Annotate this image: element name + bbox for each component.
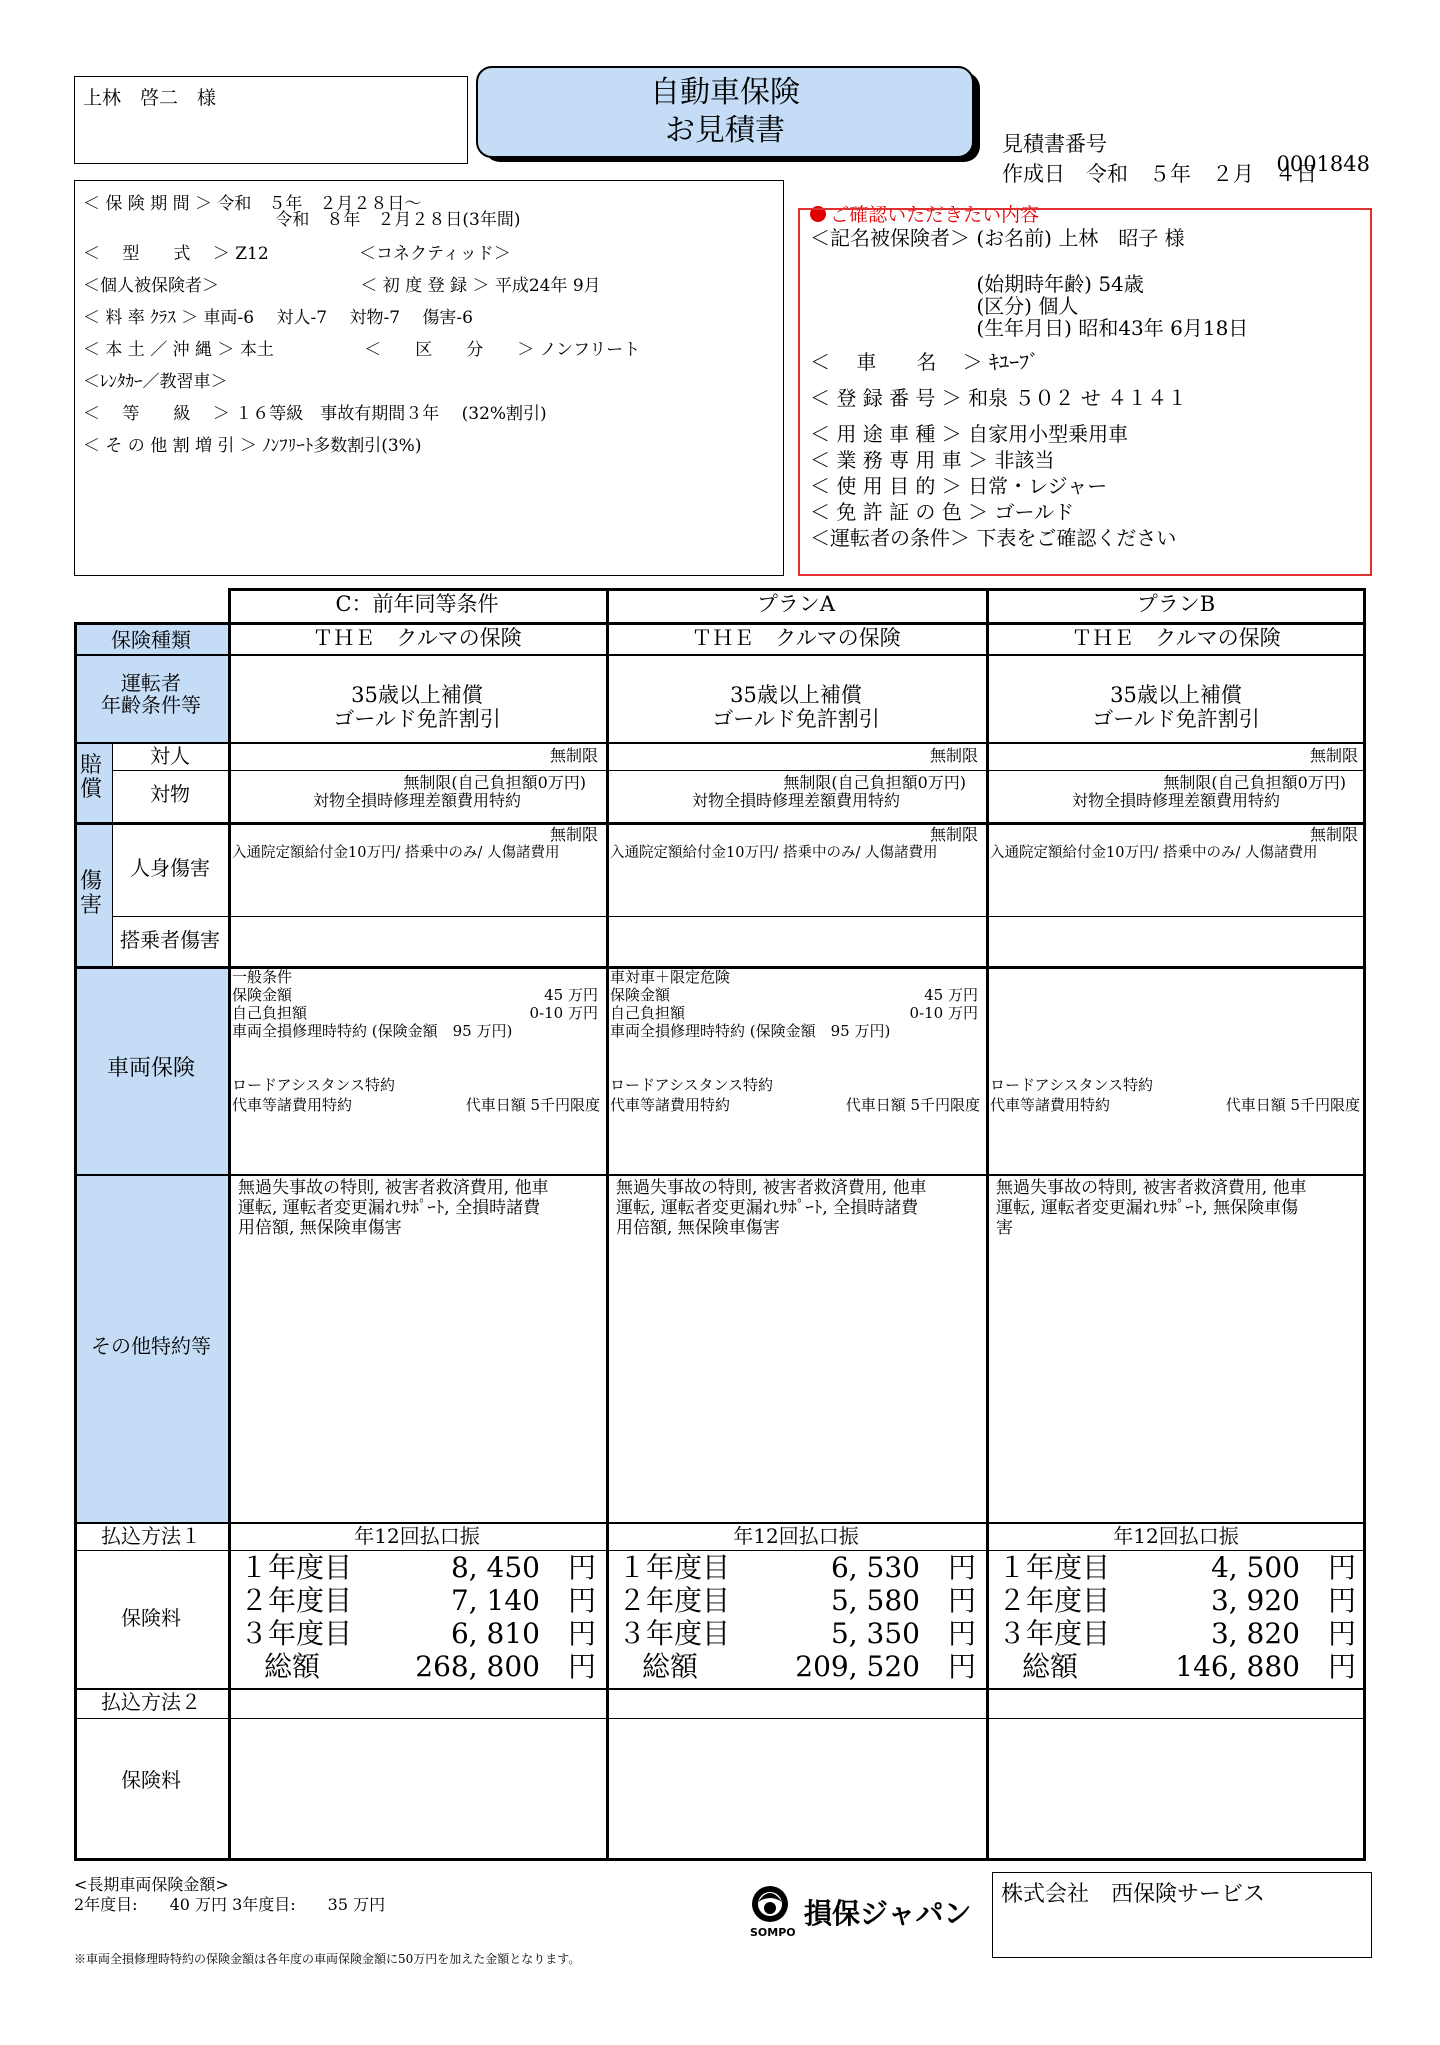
grid-line [74, 1688, 1366, 1690]
vehicle-amount: 45 万円 [544, 986, 598, 1004]
vehicle-amount-label: 保険金額 [610, 986, 671, 1004]
grid-line [74, 622, 1366, 625]
other-rider-line: 無過失事故の特則, 被害者救済費用, 他車 [238, 1178, 549, 1198]
other-rider-line: 無過失事故の特則, 被害者救済費用, 他車 [996, 1178, 1307, 1198]
confirm-details [798, 208, 1372, 576]
premium-amount: 6, 530 円 [830, 1551, 976, 1584]
payment-method: 年12回払口振 [354, 1524, 480, 1548]
payment-method: 年12回払口振 [1113, 1524, 1239, 1548]
created-date: 作成日 令和 ５年 ２月 ４日 [1002, 162, 1317, 186]
row-label-property: 対物 [150, 782, 190, 806]
confirm-line: ＜ 用 途 車 種 ＞ 自家用小型乗用車 [810, 422, 1129, 446]
property-rider: 対物全損時修理差額費用特約 [312, 791, 521, 810]
sompo-logo [748, 1880, 978, 1942]
insurance-type: ＴＨＥ クルマの保険 [1071, 626, 1281, 650]
policy-line: ＜ 保 険 期 間 ＞ 令和 ５年 ２月２８日～ [83, 194, 422, 214]
personal-value: 無制限 [549, 825, 598, 844]
vehicle-total-loss-rider: 車両全損修理時特約 (保険金額 95 万円) [232, 1022, 513, 1040]
personal-value: 無制限 [929, 825, 978, 844]
confirm-line: (生年月日) 昭和43年 6月18日 [810, 316, 1249, 340]
premium-year-label: ２年度目 [998, 1584, 1111, 1617]
other-rider-line: 用倍額, 無保険車傷害 [238, 1218, 402, 1238]
road-assistance-rider: ロードアシスタンス特約 [232, 1076, 396, 1094]
driver-condition: 35歳以上補償 [730, 683, 862, 707]
bodily-value: 無制限 [549, 746, 598, 765]
premium-amount: 6, 810 円 [450, 1617, 596, 1650]
title-line-2: お見積書 [665, 113, 785, 148]
personal-value: 無制限 [1309, 825, 1358, 844]
insurance-type: ＴＨＥ クルマの保険 [691, 626, 901, 650]
premium-amount: 3, 920 円 [1210, 1584, 1356, 1617]
premium-year-label: ３年度目 [240, 1617, 353, 1650]
confirm-line: (区分) 個人 [810, 294, 1079, 318]
grid-line [112, 916, 1366, 917]
bodily-value: 無制限 [1309, 746, 1358, 765]
confirm-line: ＜ 免 許 証 の 色 ＞ ゴールド [810, 500, 1075, 524]
policy-details [74, 180, 784, 576]
bodily-value: 無制限 [929, 746, 978, 765]
policy-line: ＜ 等 級 ＞ １６等級 事故有期間３年 (32%割引) [83, 404, 547, 424]
vehicle-deductible: 0-10 万円 [529, 1004, 598, 1022]
document-title [476, 66, 974, 158]
property-value: 無制限(自己負担額0万円) [1163, 773, 1346, 792]
property-rider: 対物全損時修理差額費用特約 [691, 791, 900, 810]
company-name: 株式会社 西保険サービス [1001, 1882, 1266, 1907]
long-term-amounts: 2年度目: 40 万円 3年度目: 35 万円 [74, 1895, 386, 1914]
quote-number: 0001848 [1276, 152, 1370, 176]
premium-amount: 4, 500 円 [1210, 1551, 1356, 1584]
premium-amount: 146, 880 円 [1175, 1650, 1356, 1683]
other-rider-line: 運転, 運転者変更漏れｻﾎﾟｰﾄ, 無保険車傷 [996, 1198, 1299, 1218]
plan-header: プランB [1136, 592, 1216, 616]
vehicle-amount-label: 保険金額 [232, 986, 293, 1004]
grid-line [74, 822, 1366, 825]
personal-rider: 入通院定額給付金10万円/ 搭乗中のみ/ 人傷諸費用 [610, 845, 938, 861]
plan-header: C：前年同等条件 [335, 592, 499, 616]
property-value: 無制限(自己負担額0万円) [783, 773, 966, 792]
title-line-1: 自動車保険 [650, 75, 800, 110]
logo-text: 損保ジャパン [804, 1897, 972, 1930]
property-value: 無制限(自己負担額0万円) [403, 773, 586, 792]
confirm-line: ＜ 登 録 番 号 ＞ 和泉 ５０２ せ ４１４１ [810, 386, 1188, 410]
policy-line: ＜ﾚﾝﾀｶｰ／教習車＞ [83, 372, 228, 392]
quote-number-label: 見積書番号 [1002, 132, 1107, 156]
premium-amount: 268, 800 円 [415, 1650, 596, 1683]
grid-line [74, 1718, 1366, 1719]
premium-year-label: ３年度目 [998, 1617, 1111, 1650]
policy-line: ＜ 本 土 ／ 沖 縄 ＞ 本土 ＜ 区 分 ＞ ノンフリート [83, 340, 641, 360]
premium-year-label: 総額 [264, 1650, 321, 1683]
road-assistance-rider: ロードアシスタンス特約 [990, 1076, 1154, 1094]
other-rider-line: 運転, 運転者変更漏れｻﾎﾟｰﾄ, 全損時諸費 [238, 1198, 541, 1218]
grid-line [112, 770, 1366, 771]
vehicle-total-loss-rider: 車両全損修理時特約 (保険金額 95 万円) [610, 1022, 891, 1040]
policy-line: ＜ 料 率 ｸﾗｽ ＞ 車両-6 対人-7 対物-7 傷害-6 [83, 308, 473, 328]
confirm-line: (始期時年齢) 54歳 [810, 272, 1144, 296]
insurance-type: ＴＨＥ クルマの保険 [312, 626, 522, 650]
premium-year-label: １年度目 [240, 1551, 353, 1584]
rental-rider-label: 代車等諸費用特約 [990, 1096, 1111, 1114]
premium-amount: 8, 450 円 [450, 1551, 596, 1584]
rental-rider-value: 代車日額 5千円限度 [845, 1096, 980, 1114]
personal-rider: 入通院定額給付金10万円/ 搭乗中のみ/ 人傷諸費用 [990, 845, 1318, 861]
grid-line [74, 654, 1366, 656]
premium-amount: 209, 520 円 [795, 1650, 976, 1683]
row-label-vehicle: 車両保険 [106, 1056, 195, 1081]
vehicle-condition: 車対車＋限定危険 [610, 968, 731, 986]
other-rider-line: 用倍額, 無保険車傷害 [616, 1218, 780, 1238]
rental-rider-label: 代車等諸費用特約 [610, 1096, 731, 1114]
premium-year-label: 総額 [1022, 1650, 1079, 1683]
premium-amount: 5, 580 円 [830, 1584, 976, 1617]
row-label-personal: 人身傷害 [130, 856, 210, 880]
row-label-type: 保険種類 [111, 628, 191, 652]
vehicle-condition: 一般条件 [232, 968, 293, 986]
other-rider-line: 無過失事故の特則, 被害者救済費用, 他車 [616, 1178, 927, 1198]
rental-rider-value: 代車日額 5千円限度 [1225, 1096, 1360, 1114]
vehicle-deductible-label: 自己負担額 [232, 1004, 308, 1022]
grid-line [74, 1174, 1366, 1176]
long-term-title: <長期車両保険金額> [74, 1875, 229, 1894]
premium-amount: 5, 350 円 [830, 1617, 976, 1650]
premium-amount: 3, 820 円 [1210, 1617, 1356, 1650]
personal-rider: 入通院定額給付金10万円/ 搭乗中のみ/ 人傷諸費用 [232, 845, 560, 861]
confirm-line: ＜記名被保険者＞ (お名前) 上林 昭子 様 [810, 226, 1185, 250]
row-label-liability: 賠償 [80, 753, 103, 802]
row-label-other: その他特約等 [91, 1334, 211, 1358]
row-label-pay1: 払込方法１ [101, 1524, 201, 1548]
road-assistance-rider: ロードアシスタンス特約 [610, 1076, 774, 1094]
driver-condition: ゴールド免許割引 [712, 707, 880, 731]
driver-condition: ゴールド免許割引 [333, 707, 501, 731]
grid-line [228, 588, 1366, 591]
vehicle-deductible: 0-10 万円 [909, 1004, 978, 1022]
footnote: ※車両全損修理時特約の保険金額は各年度の車両保険金額に50万円を加えた金額となります。 [74, 1952, 581, 1966]
row-label-premium2: 保険料 [121, 1768, 181, 1792]
property-rider: 対物全損時修理差額費用特約 [1071, 791, 1280, 810]
premium-year-label: ２年度目 [240, 1584, 353, 1617]
logo-sub: SOMPO [750, 1926, 796, 1939]
confirm-line: ＜ 使 用 目 的 ＞ 日常・レジャー [810, 474, 1108, 498]
confirm-line: ＜運転者の条件＞ 下表をご確認ください [810, 526, 1177, 550]
driver-condition: ゴールド免許割引 [1092, 707, 1260, 731]
grid-line [74, 622, 77, 1858]
vehicle-deductible-label: 自己負担額 [610, 1004, 686, 1022]
premium-year-label: 総額 [642, 1650, 699, 1683]
row-label-bodily: 対人 [150, 744, 190, 768]
rental-rider-label: 代車等諸費用特約 [232, 1096, 353, 1114]
company-box [992, 1872, 1372, 1958]
row-label-premium1: 保険料 [121, 1606, 181, 1630]
plan-header: プランA [756, 592, 836, 616]
policy-line: 令和 ８年 ２月２８日(3年間) [83, 210, 521, 230]
row-label-passenger: 搭乗者傷害 [120, 928, 220, 952]
label-bg [74, 966, 228, 1522]
policy-line: ＜ 型 式 ＞ Z12 ＜コネクティッド＞ [83, 244, 511, 264]
addressee-box [74, 76, 468, 164]
premium-year-label: ３年度目 [618, 1617, 731, 1650]
confirm-heading-text: ご確認いただきたい内容 [830, 204, 1040, 226]
policy-line: ＜個人被保険者＞ ＜ 初 度 登 録 ＞ 平成24年 9月 [83, 276, 601, 296]
driver-condition: 35歳以上補償 [1110, 683, 1242, 707]
confirm-line: ＜ 車 名 ＞ ｷﾕｰﾌﾞ [810, 350, 1040, 374]
row-label-pay2: 払込方法２ [101, 1690, 201, 1714]
premium-year-label: ２年度目 [618, 1584, 731, 1617]
grid-line [1363, 588, 1366, 1861]
vehicle-amount: 45 万円 [924, 986, 978, 1004]
premium-amount: 7, 140 円 [450, 1584, 596, 1617]
policy-line: ＜ そ の 他 割 増 引 ＞ ﾉﾝﾌﾘｰﾄ多数割引(3%) [83, 436, 422, 456]
addressee-name: 上林 啓二 様 [83, 87, 217, 109]
confirm-line: ＜ 業 務 専 用 車 ＞ 非該当 [810, 448, 1055, 472]
payment-method: 年12回払口振 [733, 1524, 859, 1548]
rental-rider-value: 代車日額 5千円限度 [465, 1096, 600, 1114]
grid-line [74, 1858, 1366, 1861]
grid-line [74, 742, 1366, 744]
other-rider-line: 害 [996, 1218, 1013, 1238]
row-label-injury: 傷害 [80, 869, 103, 918]
row-label-driver: 年齢条件等 [101, 693, 201, 717]
driver-condition: 35歳以上補償 [351, 683, 483, 707]
row-label-driver: 運転者 [121, 671, 181, 695]
premium-year-label: １年度目 [998, 1551, 1111, 1584]
other-rider-line: 運転, 運転者変更漏れｻﾎﾟｰﾄ, 全損時諸費 [616, 1198, 919, 1218]
premium-year-label: １年度目 [618, 1551, 731, 1584]
